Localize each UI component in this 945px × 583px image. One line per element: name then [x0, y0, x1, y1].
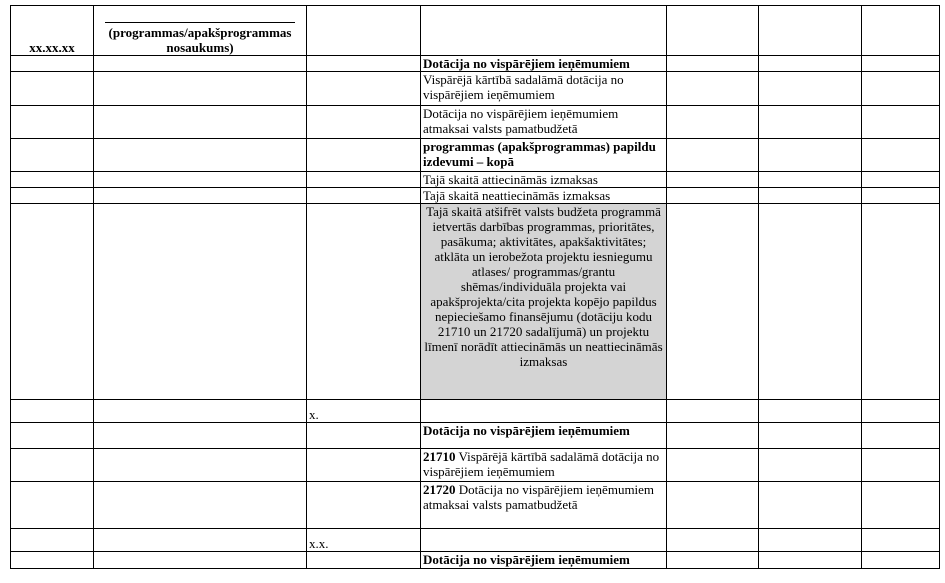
row-label: Dotācija no vispārējiem ieņēmumiem: [421, 423, 667, 449]
row-label: Dotācija no vispārējiem ieņēmumiem: [421, 56, 667, 72]
row-label: 21720 Dotācija no vispārējiem ieņēmumiem atmaksai valsts pamatbudžetā: [421, 482, 667, 529]
section-marker: x.: [307, 400, 421, 423]
code-21720: 21720: [423, 482, 456, 497]
table-row: [11, 106, 940, 139]
table-row: [11, 72, 940, 106]
table-row: [11, 204, 940, 400]
code-21710: 21710: [423, 449, 456, 464]
row-label: programmas (apakšprogrammas) papildu izdevumi – kopā: [421, 139, 667, 172]
name-line: [105, 22, 295, 23]
program-name-placeholder: (programmas/apakšprogrammas nosaukums): [108, 25, 292, 55]
header-row: [11, 6, 940, 56]
row-label: Tajā skaitā attiecināmās izmaksas: [421, 172, 667, 188]
row-label: 21710 Vispārējā kārtībā sadalāmā dotācija no vispārējiem ieņēmumiem: [421, 449, 667, 482]
table-row: [11, 172, 940, 188]
row-label: Tajā skaitā neattiecināmās izmaksas: [421, 188, 667, 204]
budget-table: [10, 5, 940, 569]
table-row: [11, 139, 940, 172]
program-name-cell: [94, 6, 307, 56]
program-code: xx.xx.xx: [11, 6, 94, 56]
row-label: Dotācija no vispārējiem ieņēmumiem atmaksai valsts pamatbudžetā: [421, 106, 667, 139]
section-marker-row: [11, 529, 940, 552]
section-marker-row: [11, 400, 940, 423]
table-row: [11, 56, 940, 72]
table-row: [11, 482, 940, 529]
table-row: [11, 552, 940, 569]
section-marker: x.x.: [307, 529, 421, 552]
instruction-note: Tajā skaitā atšifrēt valsts budžeta programmā ietvertās darbības programmas, prioritātes, pasākuma; aktivitātes, apakšaktivitātes; atklāta un ierobežota projektu iesniegumu atlases/ programmas/grantu shēmas/individuāla projekta vai apakšprojekta/cita projekta kopējo papildus nepieciešamo finansējumu (dotāciju kodu 21710 un 21720 sadalījumā) un projektu līmenī norādīt attiecināmās un neattiecināmās izmaksas: [421, 204, 667, 400]
table-row: [11, 188, 940, 204]
row-label: Vispārējā kārtībā sadalāmā dotācija no vispārējiem ieņēmumiem: [421, 72, 667, 106]
table-row: [11, 449, 940, 482]
row-label: Dotācija no vispārējiem ieņēmumiem: [421, 552, 667, 569]
table-row: [11, 423, 940, 449]
